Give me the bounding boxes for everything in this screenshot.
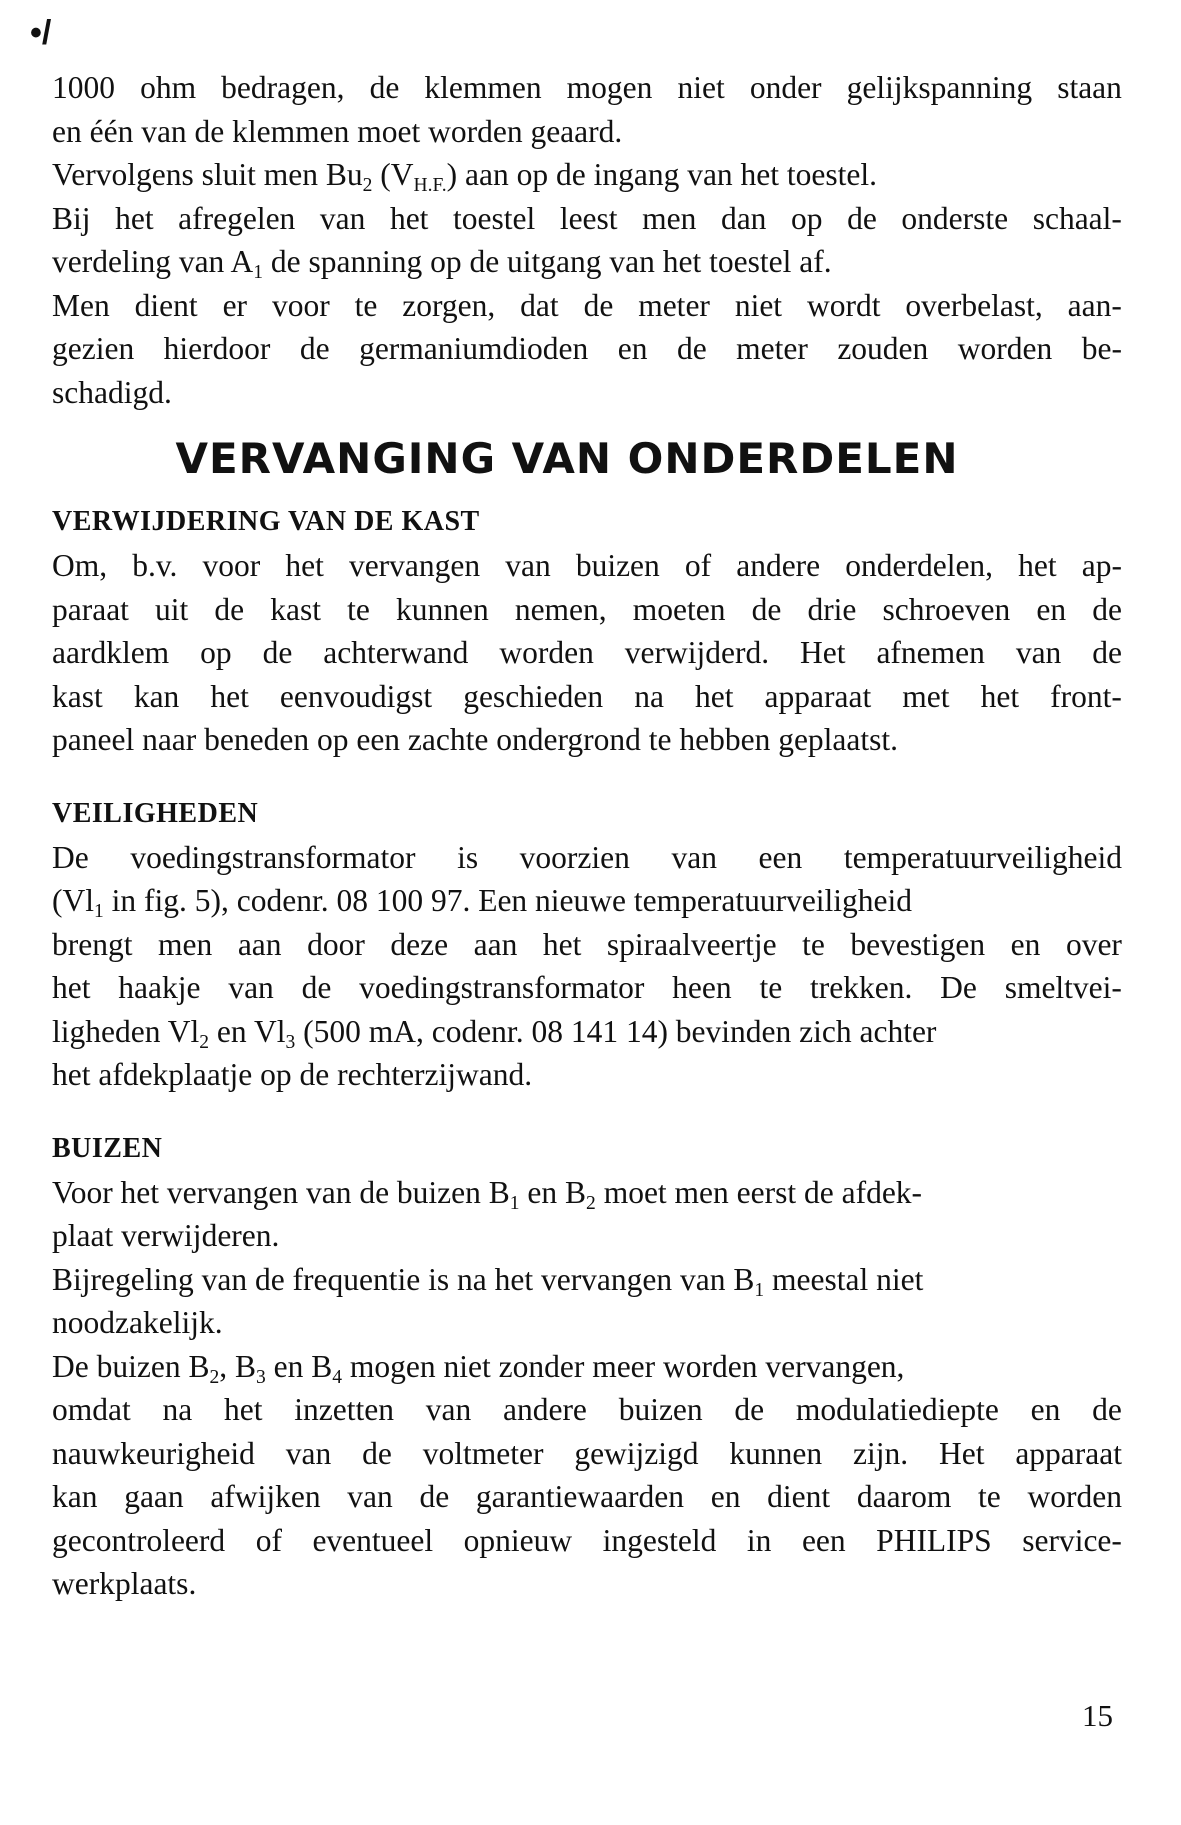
word: kast	[52, 678, 103, 714]
word: de	[301, 970, 332, 1005]
word: het	[1018, 548, 1057, 583]
word: de	[1092, 635, 1122, 670]
word: het	[115, 200, 154, 236]
word: wordt	[806, 287, 881, 323]
word: en	[1036, 591, 1067, 627]
text-line	[52, 240, 1122, 284]
text-line: en één van de klemmen moet worden geaard.	[52, 113, 623, 149]
word: buizen	[618, 1392, 703, 1427]
word: haakje	[118, 970, 201, 1005]
word: schaal-	[1032, 200, 1122, 236]
word: is	[457, 839, 479, 875]
word: gecontroleerd	[52, 1522, 226, 1558]
word: en	[617, 331, 648, 366]
text-run: ($Vl_1$ in fig. 5), codenr. 08 100 97. Een nieuwe temperatuurveiligheid	[52, 883, 913, 922]
word: afregelen	[178, 200, 296, 236]
word: het	[695, 678, 734, 714]
word: op	[791, 200, 823, 236]
corner-mark: •/	[30, 14, 52, 52]
text-line	[52, 1171, 1122, 1215]
word: het	[980, 678, 1020, 714]
word: te	[347, 591, 370, 627]
text-run: verdeling van $A_1$ de spanning op de uitgang van het toestel af.	[52, 244, 832, 283]
word: Het	[938, 1435, 985, 1471]
word: zorgen,	[402, 287, 496, 323]
word: worden	[957, 331, 1053, 366]
text-line: paneel naar beneden op een zachte ondergrond te hebben geplaatst.	[52, 722, 899, 757]
word: na	[162, 1392, 193, 1427]
word: de	[369, 70, 400, 105]
word: andere	[736, 548, 821, 583]
word: klemmen	[424, 70, 542, 105]
word: een	[801, 1522, 846, 1558]
word: uit	[155, 591, 189, 627]
word: ohm	[140, 70, 197, 105]
word: b.v.	[132, 548, 178, 583]
word: daarom	[856, 1479, 952, 1514]
word: staan	[1057, 70, 1122, 105]
word: spiraalveertje	[606, 926, 777, 962]
word: mogen	[566, 70, 653, 105]
word: be-	[1081, 331, 1122, 366]
word: gaan	[124, 1479, 184, 1514]
word: gezien	[52, 331, 135, 366]
word: de	[362, 1435, 392, 1471]
word: en	[1010, 926, 1041, 962]
word: het	[224, 1392, 263, 1427]
text-line: plaat verwijderen.	[52, 1218, 280, 1253]
word: garantiewaarden	[475, 1479, 685, 1514]
word: PHILIPS	[876, 1522, 992, 1558]
word: of	[255, 1522, 282, 1558]
word: apparaat	[764, 678, 872, 714]
word: deze	[390, 926, 449, 962]
word: worden	[1027, 1479, 1122, 1514]
word: schroeven	[882, 591, 1011, 627]
word: paraat	[52, 591, 129, 627]
text-line	[52, 923, 1122, 967]
text-line: noodzakelijk.	[52, 1305, 223, 1340]
text-line	[52, 1345, 1122, 1389]
word: vervangen	[348, 548, 481, 583]
word: meter	[638, 287, 710, 323]
word: onderdelen,	[845, 548, 994, 583]
word: Om,	[52, 548, 108, 583]
word: nauwkeurigheid	[52, 1435, 255, 1471]
text-line	[52, 1475, 1122, 1519]
word: voedingstransformator	[359, 970, 645, 1005]
word: de	[419, 1479, 450, 1514]
word: van	[1015, 635, 1062, 670]
word: kan	[52, 1479, 98, 1514]
word: brengt	[52, 926, 133, 962]
word: Het	[800, 635, 846, 670]
word: 1000	[52, 70, 115, 105]
text-line	[52, 153, 1122, 197]
word: bedragen,	[221, 70, 345, 105]
word: voltmeter	[422, 1435, 544, 1471]
text-run: Vervolgens sluit men $Bu_2$ $(V_{H.F.})$ aan op de ingang van het toestel.	[52, 157, 878, 196]
word: en	[1030, 1392, 1061, 1427]
word: de	[299, 331, 330, 366]
word: en	[710, 1479, 741, 1514]
word: het	[389, 200, 429, 236]
text-line: werkplaats.	[52, 1566, 197, 1601]
word: niet	[734, 287, 783, 323]
word: dat	[520, 287, 559, 323]
word: dan	[720, 200, 767, 236]
text-line: het afdekplaatje op de rechterzijwand.	[52, 1057, 533, 1092]
word: of	[684, 548, 712, 583]
word: aan	[237, 926, 282, 962]
word: voor	[271, 287, 330, 323]
text-line	[52, 966, 1122, 1010]
word: over	[1065, 926, 1122, 962]
text-run: ligheden $Vl_2$ en $Vl_3$ (500 mA, codenr. 08 141 14) bevinden zich achter	[52, 1013, 937, 1053]
word: kast	[270, 591, 322, 627]
word: dient	[134, 287, 198, 323]
text-line	[52, 197, 1122, 241]
word: trekken.	[809, 970, 913, 1005]
word: van	[319, 200, 366, 236]
word: toestel	[453, 200, 536, 236]
word: een	[758, 839, 803, 875]
word: de	[1092, 591, 1122, 627]
text-line	[52, 879, 1122, 923]
word: de	[734, 1392, 765, 1427]
section-heading: BUIZEN	[52, 1132, 163, 1164]
word: andere	[502, 1392, 587, 1427]
word: het	[210, 678, 249, 714]
text-line	[52, 1010, 1122, 1054]
word: van	[425, 1392, 472, 1427]
word: kunnen	[729, 1435, 823, 1471]
word: van	[347, 1479, 393, 1514]
word: heen	[672, 970, 732, 1005]
word: aan-	[1067, 287, 1122, 323]
word: de	[1092, 1392, 1122, 1427]
word: opnieuw	[463, 1522, 573, 1558]
word: eenvoudigst	[279, 678, 433, 714]
word: te	[802, 926, 825, 962]
word: zouden	[837, 331, 929, 366]
word: bevestigen	[850, 926, 986, 962]
text-line	[52, 66, 1122, 110]
word: verwijderd.	[624, 635, 770, 670]
word: kunnen	[395, 591, 489, 627]
word: het	[542, 926, 582, 962]
text-run: Bijregeling van de frequentie is na het vervangen van $B_1$ meestal niet	[52, 1261, 924, 1301]
word: service-	[1022, 1522, 1122, 1558]
word: apparaat	[1015, 1435, 1122, 1471]
word: na	[634, 678, 664, 714]
word: front-	[1050, 678, 1122, 714]
word: men	[642, 200, 697, 236]
word: voedingstransformator	[130, 839, 416, 875]
word: het	[52, 970, 91, 1005]
text-line	[52, 284, 1122, 328]
word: meter	[736, 331, 808, 366]
word: temperatuurveiligheid	[843, 839, 1122, 875]
text-run: De buizen $B_2$, $B_3$ en $B_4$ mogen niet zonder meer worden vervangen,	[52, 1348, 905, 1388]
word: de	[262, 635, 293, 670]
section-heading: VEILIGHEDEN	[52, 797, 259, 829]
text-line	[52, 588, 1122, 632]
word: voorzien	[519, 839, 630, 875]
word: de	[847, 200, 877, 236]
word: inzetten	[294, 1392, 394, 1427]
word: afwijken	[210, 1479, 321, 1514]
text-line	[52, 836, 1122, 880]
word: germaniumdioden	[359, 331, 589, 366]
word: ap-	[1081, 548, 1122, 583]
word: achterwand	[323, 635, 469, 670]
word: te	[354, 287, 378, 323]
word: geschieden	[463, 678, 604, 714]
word: gelijkspanning	[846, 70, 1033, 105]
text-line	[52, 1388, 1122, 1432]
text-line	[52, 631, 1122, 675]
word: er	[222, 287, 248, 323]
word: het	[285, 548, 324, 583]
text-line	[52, 1432, 1122, 1476]
word: van	[671, 839, 717, 875]
word: aardklem	[52, 635, 170, 670]
word: van	[228, 970, 274, 1005]
main-title: VERVANGING VAN ONDERDELEN	[175, 434, 959, 483]
word: de	[751, 591, 782, 627]
text-line: schadigd.	[52, 374, 172, 410]
text-line	[52, 327, 1122, 371]
word: worden	[499, 635, 594, 670]
word: smeltvei-	[1004, 970, 1122, 1005]
word: niet	[677, 70, 725, 105]
word: omdat	[52, 1392, 131, 1427]
word: van	[505, 548, 551, 583]
word: door	[307, 926, 365, 962]
word: de	[676, 331, 707, 366]
word: nemen,	[514, 591, 607, 627]
word: de	[583, 287, 614, 323]
word: met	[902, 678, 950, 714]
word: onder	[749, 70, 822, 105]
word: Bij	[52, 200, 91, 236]
word: eventueel	[312, 1522, 434, 1558]
word: leest	[559, 200, 618, 236]
word: buizen	[575, 548, 660, 583]
word: onderste	[901, 200, 1009, 236]
page-body	[52, 66, 1122, 1606]
word: afnemen	[876, 635, 985, 670]
word: in	[746, 1522, 772, 1558]
word: Men	[52, 287, 110, 323]
word: kan	[133, 678, 180, 714]
word: de	[214, 591, 245, 627]
word: aan	[473, 926, 518, 962]
word: ingesteld	[602, 1522, 717, 1558]
word: te	[978, 1479, 1001, 1514]
text-line	[52, 544, 1122, 588]
word: hierdoor	[163, 331, 271, 366]
word: overbelast,	[905, 287, 1043, 323]
word: De	[52, 839, 89, 875]
word: te	[759, 970, 783, 1005]
word: modulatiediepte	[795, 1392, 999, 1427]
word: dient	[767, 1479, 831, 1514]
text-line	[52, 1519, 1122, 1563]
word: zijn.	[852, 1435, 909, 1471]
text-line	[52, 675, 1122, 719]
word: op	[200, 635, 232, 670]
word: De	[940, 970, 977, 1005]
word: gewijzigd	[574, 1435, 699, 1471]
text-run: Voor het vervangen van de buizen $B_1$ en $B_2$ moet men eerst de afdek-	[52, 1174, 923, 1214]
section-heading: VERWIJDERING VAN DE KAST	[52, 506, 480, 537]
word: moeten	[632, 591, 726, 627]
word: men	[158, 926, 213, 962]
word: drie	[807, 591, 857, 627]
word: van	[285, 1435, 332, 1471]
page-number: 15	[1082, 1698, 1113, 1733]
word: voor	[202, 548, 261, 583]
text-line	[52, 1258, 1122, 1302]
